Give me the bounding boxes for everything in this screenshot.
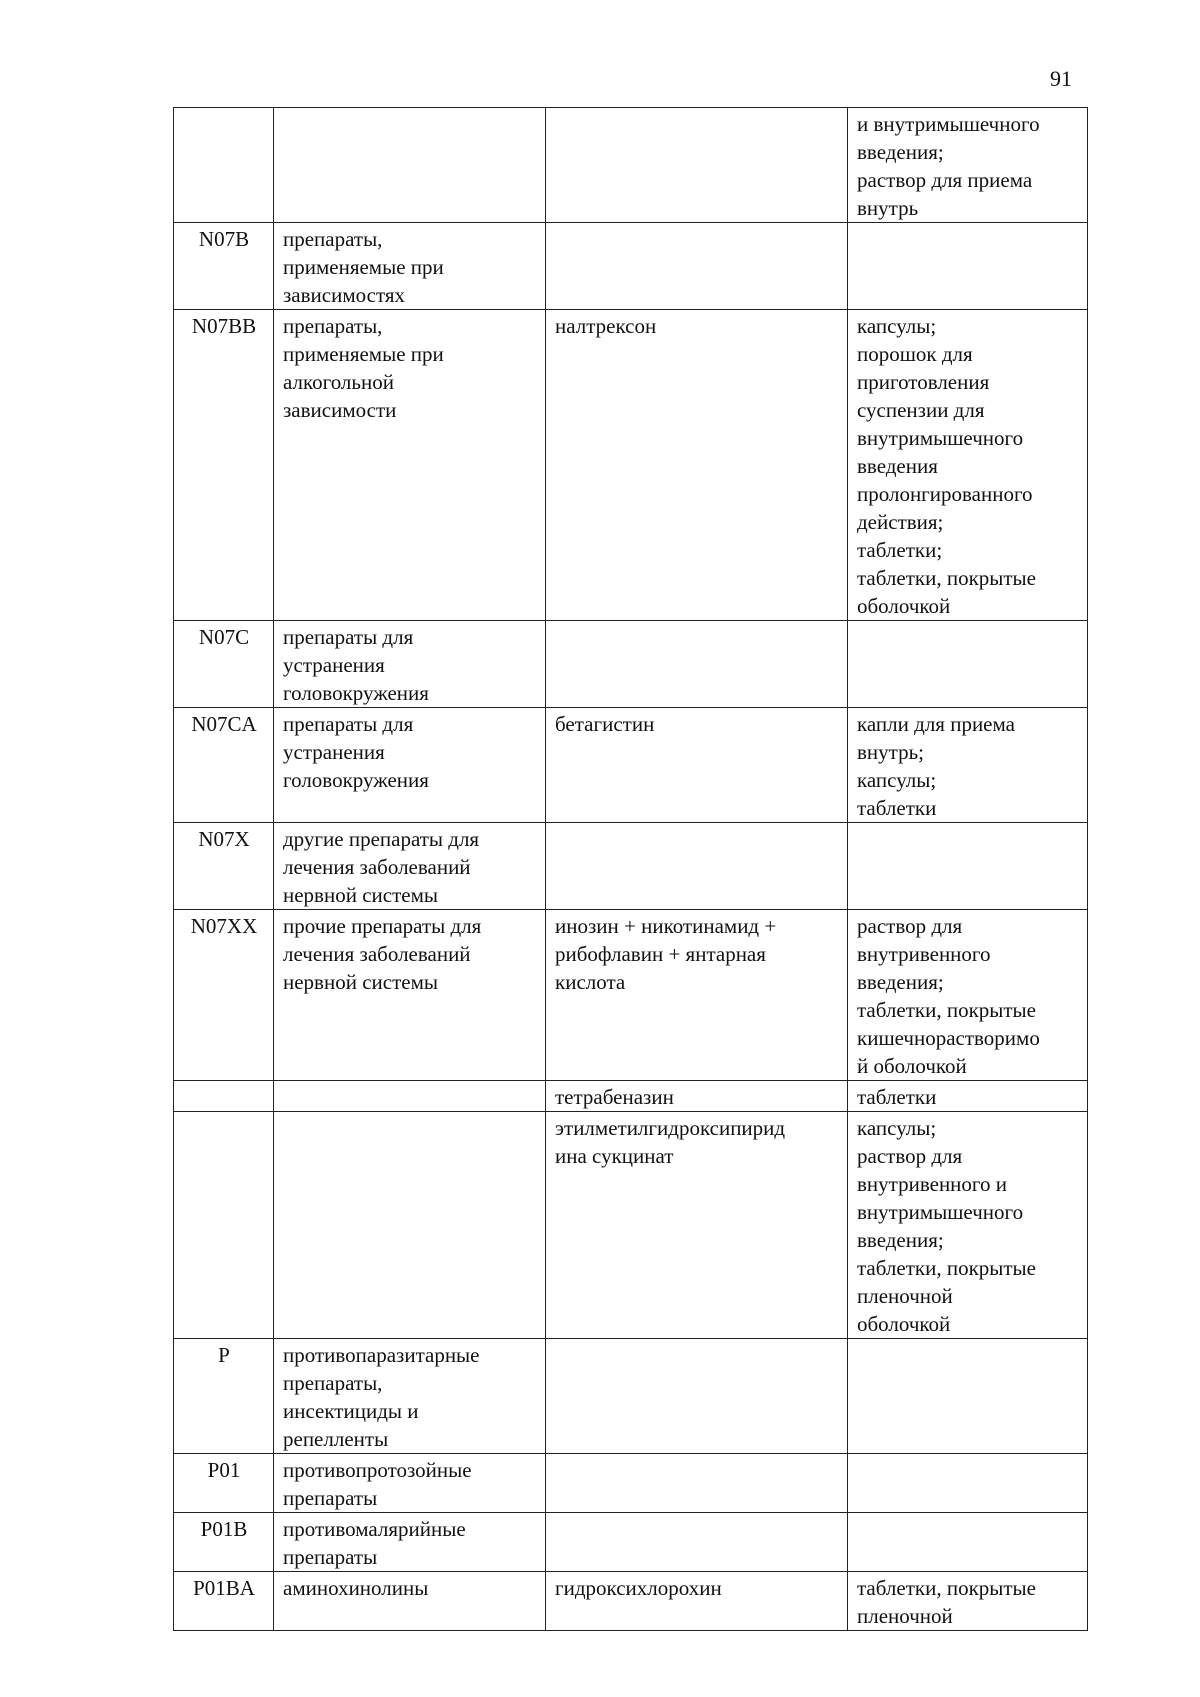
cell-line: таблетки, покрытые	[857, 1576, 1036, 1600]
drug-name-cell	[546, 1513, 848, 1572]
dosage-form-cell	[848, 1112, 1088, 1339]
drug-name-cell	[546, 1112, 848, 1339]
page-number: 91	[1050, 66, 1072, 91]
cell-line: таблетки;	[857, 538, 943, 562]
dosage-form-cell	[848, 310, 1088, 621]
cell-line: устранения	[283, 740, 385, 764]
cell-line: раствор для	[857, 914, 963, 938]
table-row	[174, 823, 1088, 910]
cell-line: оболочкой	[857, 1312, 951, 1336]
atc-code-cell	[174, 1112, 274, 1339]
drug-name-cell	[546, 108, 848, 223]
dosage-form-cell	[848, 823, 1088, 910]
drug-name-cell	[546, 910, 848, 1081]
cell-line: пролонгированного	[857, 482, 1033, 506]
table-row	[174, 310, 1088, 621]
cell-line: капсулы;	[857, 314, 937, 338]
cell-line: внутримышечного	[857, 1200, 1024, 1224]
atc-code-cell	[174, 108, 274, 223]
drug-name-cell	[546, 621, 848, 708]
cell-line: лечения заболеваний	[283, 855, 471, 879]
cell-line: таблетки, покрытые	[857, 998, 1036, 1022]
dosage-form-cell	[848, 1454, 1088, 1513]
cell-line: противопаразитарные	[283, 1343, 480, 1367]
cell-line: порошок для	[857, 342, 973, 366]
anatomic-therapeutic-group-cell	[274, 1513, 546, 1572]
cell-line: препараты,	[283, 227, 383, 251]
atc-code-cell: P01B	[174, 1513, 274, 1572]
cell-line: другие препараты для	[283, 827, 480, 851]
cell-line: препараты	[283, 1545, 378, 1569]
cell-line: применяемые при	[283, 342, 444, 366]
cell-line: внутривенного и	[857, 1172, 1007, 1196]
cell-line: раствор для	[857, 1144, 963, 1168]
table-row	[174, 1572, 1088, 1631]
cell-line: препараты для	[283, 712, 414, 736]
atc-code-cell: N07X	[174, 823, 274, 910]
anatomic-therapeutic-group-cell	[274, 1454, 546, 1513]
cell-line: действия;	[857, 510, 944, 534]
anatomic-therapeutic-group-cell	[274, 910, 546, 1081]
atc-code-cell: N07BB	[174, 310, 274, 621]
cell-line: кишечнорастворимо	[857, 1026, 1040, 1050]
anatomic-therapeutic-group-cell	[274, 621, 546, 708]
cell-line: таблетки, покрытые	[857, 1256, 1036, 1280]
dosage-form-cell	[848, 708, 1088, 823]
cell-line: лечения заболеваний	[283, 942, 471, 966]
cell-line: внутривенного	[857, 942, 991, 966]
cell-line: таблетки, покрытые	[857, 566, 1036, 590]
dosage-form-cell	[848, 621, 1088, 708]
cell-line: гидроксихлорохин	[555, 1576, 722, 1600]
cell-line: налтрексон	[555, 314, 657, 338]
cell-line: инозин + никотинамид +	[555, 914, 777, 938]
table-row	[174, 108, 1088, 223]
anatomic-therapeutic-group-cell	[274, 108, 546, 223]
cell-line: препараты	[283, 1486, 378, 1510]
cell-line: препараты,	[283, 314, 383, 338]
drug-name-cell	[546, 1572, 848, 1631]
drug-name-cell	[546, 310, 848, 621]
atc-code-cell: N07CA	[174, 708, 274, 823]
anatomic-therapeutic-group-cell	[274, 1112, 546, 1339]
drug-name-cell	[546, 1081, 848, 1112]
cell-line: капсулы;	[857, 768, 937, 792]
cell-line: бетагистин	[555, 712, 655, 736]
atc-code-cell: N07C	[174, 621, 274, 708]
cell-line: и внутримышечного	[857, 112, 1040, 136]
cell-line: тетрабеназин	[555, 1085, 674, 1109]
anatomic-therapeutic-group-cell	[274, 823, 546, 910]
cell-line: ина сукцинат	[555, 1144, 674, 1168]
table-row	[174, 1454, 1088, 1513]
dosage-form-cell	[848, 223, 1088, 310]
cell-line: головокружения	[283, 681, 429, 705]
cell-line: й оболочкой	[857, 1054, 967, 1078]
atc-code-cell	[174, 1081, 274, 1112]
cell-line: противопротозойные	[283, 1458, 472, 1482]
table-row	[174, 708, 1088, 823]
cell-line: нервной системы	[283, 883, 438, 907]
drug-name-cell	[546, 1339, 848, 1454]
cell-line: зависимостях	[283, 283, 406, 307]
anatomic-therapeutic-group-cell	[274, 1572, 546, 1631]
cell-line: зависимости	[283, 398, 397, 422]
anatomic-therapeutic-group-cell	[274, 223, 546, 310]
dosage-form-cell	[848, 910, 1088, 1081]
cell-line: этилметилгидроксипирид	[555, 1116, 786, 1140]
atc-code-cell: N07B	[174, 223, 274, 310]
table-body	[174, 108, 1088, 1631]
cell-line: капли для приема	[857, 712, 1015, 736]
cell-line: внутрь;	[857, 740, 924, 764]
table-row	[174, 1081, 1088, 1112]
cell-line: приготовления	[857, 370, 990, 394]
cell-line: нервной системы	[283, 970, 438, 994]
cell-line: препараты,	[283, 1371, 383, 1395]
cell-line: таблетки	[857, 1085, 937, 1109]
table-row	[174, 910, 1088, 1081]
cell-line: оболочкой	[857, 594, 951, 618]
cell-line: рибофлавин + янтарная	[555, 942, 766, 966]
table-row	[174, 1112, 1088, 1339]
atc-code-cell: P01BA	[174, 1572, 274, 1631]
cell-line: препараты для	[283, 625, 414, 649]
dosage-form-cell	[848, 1513, 1088, 1572]
cell-line: введения;	[857, 970, 944, 994]
atc-code-cell: P	[174, 1339, 274, 1454]
cell-line: репелленты	[283, 1427, 389, 1451]
dosage-form-cell	[848, 1081, 1088, 1112]
table-row	[174, 1513, 1088, 1572]
cell-line: введения;	[857, 1228, 944, 1252]
atc-code-cell: P01	[174, 1454, 274, 1513]
anatomic-therapeutic-group-cell	[274, 1339, 546, 1454]
atc-code-cell: N07XX	[174, 910, 274, 1081]
dosage-form-cell	[848, 1572, 1088, 1631]
dosage-form-cell	[848, 1339, 1088, 1454]
dosage-form-cell	[848, 108, 1088, 223]
anatomic-therapeutic-group-cell	[274, 310, 546, 621]
table-row	[174, 1339, 1088, 1454]
cell-line: пленочной	[857, 1604, 953, 1628]
cell-line: пленочной	[857, 1284, 953, 1308]
table-row	[174, 223, 1088, 310]
cell-line: раствор для приема	[857, 168, 1033, 192]
anatomic-therapeutic-group-cell	[274, 1081, 546, 1112]
anatomic-therapeutic-group-cell	[274, 708, 546, 823]
cell-line: введения;	[857, 140, 944, 164]
drug-name-cell	[546, 708, 848, 823]
cell-line: инсектициды и	[283, 1399, 419, 1423]
cell-line: суспензии для	[857, 398, 985, 422]
table-row	[174, 621, 1088, 708]
cell-line: введения	[857, 454, 938, 478]
cell-line: аминохинолины	[283, 1576, 429, 1600]
cell-line: устранения	[283, 653, 385, 677]
cell-line: алкогольной	[283, 370, 394, 394]
cell-line: таблетки	[857, 796, 937, 820]
cell-line: внутримышечного	[857, 426, 1024, 450]
cell-line: головокружения	[283, 768, 429, 792]
cell-line: применяемые при	[283, 255, 444, 279]
drug-list-table	[173, 107, 1088, 1631]
drug-name-cell	[546, 1454, 848, 1513]
drug-name-cell	[546, 223, 848, 310]
cell-line: внутрь	[857, 196, 919, 220]
cell-line: прочие препараты для	[283, 914, 482, 938]
cell-line: противомалярийные	[283, 1517, 466, 1541]
cell-line: кислота	[555, 970, 626, 994]
cell-line: капсулы;	[857, 1116, 937, 1140]
drug-name-cell	[546, 823, 848, 910]
